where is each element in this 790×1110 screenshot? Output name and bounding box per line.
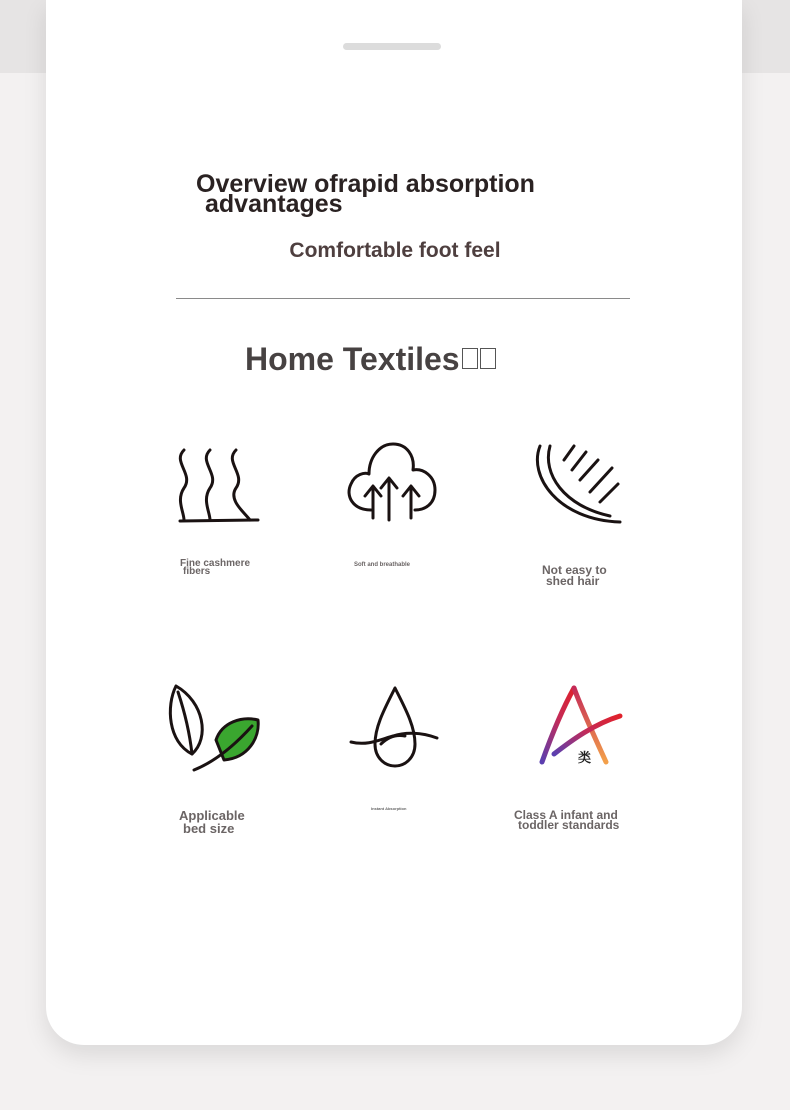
content-card-top — [46, 0, 742, 40]
feature-not-shed-hair — [528, 440, 628, 530]
feature-label-not-shed-hair — [542, 565, 607, 587]
feature-label-line1: Not easy to — [542, 563, 607, 577]
missing-glyph-icon — [480, 348, 496, 369]
feature-label-line1: Class A infant and — [514, 808, 618, 822]
heat-waves-icon — [170, 442, 265, 527]
page-title-line1: Overview ofrapid absorption — [196, 170, 535, 198]
section-title — [245, 340, 496, 378]
feature-label-class-a — [514, 810, 619, 830]
feature-label-line1: Applicable — [179, 808, 245, 823]
leaves-icon — [164, 682, 264, 777]
drag-handle[interactable] — [343, 43, 441, 50]
feature-class-a — [534, 680, 630, 772]
feature-instant-absorption — [345, 682, 441, 772]
feature-label-line1: Fine cashmere — [180, 558, 251, 569]
water-drop-icon — [345, 682, 441, 772]
section-title-text: Home Textiles — [245, 341, 460, 377]
fur-strands-icon — [528, 440, 628, 530]
cloud-tree-arrows-icon — [343, 438, 439, 528]
feature-label-line1: Instant Absorption — [371, 806, 407, 811]
page-title-line2: advantages — [205, 190, 343, 218]
feature-label-line2: fibers — [183, 566, 211, 577]
page-subtitle: Comfortable foot feel — [289, 239, 501, 262]
feature-label-fine-cashmere — [180, 560, 250, 576]
class-a-icon — [534, 680, 630, 772]
feature-label-instant-absorption — [371, 806, 406, 811]
feature-label-soft-breathable — [354, 562, 410, 569]
class-a-badge-char: 类 — [578, 751, 592, 766]
feature-label-line2: toddler standards — [518, 818, 620, 832]
feature-label-line1: Soft and breathable — [354, 562, 411, 568]
feature-fine-cashmere — [170, 442, 265, 527]
section-divider — [176, 298, 630, 299]
feature-label-line2: shed hair — [546, 574, 600, 588]
feature-bed-size — [164, 682, 264, 777]
feature-label-bed-size — [179, 809, 245, 835]
feature-label-line2: bed size — [183, 821, 235, 836]
missing-glyph-icon — [462, 348, 478, 369]
feature-soft-breathable — [343, 438, 439, 528]
